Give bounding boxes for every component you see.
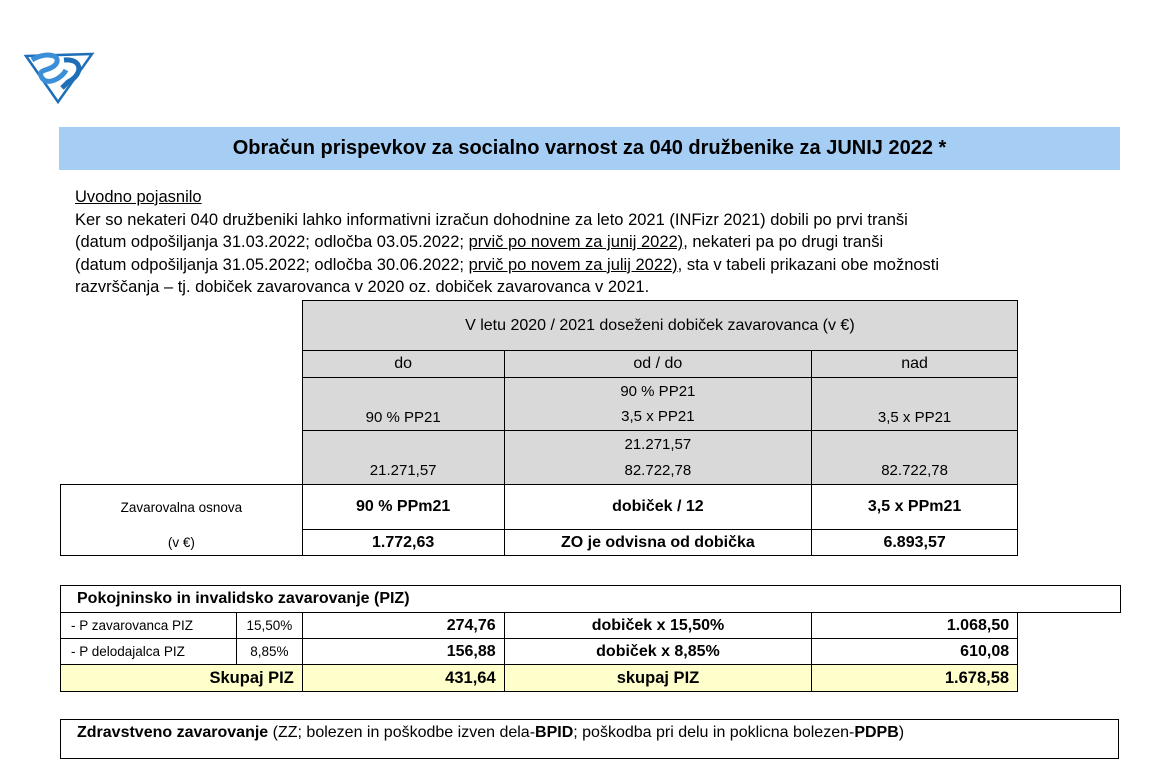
col-od-do: od / do [504, 351, 812, 378]
intro-line-4: razvrščanja – tj. dobiček zavarovanca v 2020 oz. dobiček zavarovanca v 2021. [75, 278, 650, 296]
pp-nad: 3,5 x PP21 [812, 378, 1018, 431]
intro-line-1: Ker so nekateri 040 družbeniki lahko informativni izračun dohodnine za leto 2021 (INFizr 2021) dobili po prvi tranši [75, 210, 908, 229]
col-do: do [302, 351, 504, 378]
pp-do: 90 % PP21 [302, 378, 504, 431]
zo-unit: (v €) [61, 530, 303, 556]
zz-heading: Zdravstveno zavarovanje (ZZ; bolezen in poškodbe izven dela-BPID; poškodba pri delu in poklicna bolezen-PDPB) [60, 719, 1119, 759]
pp-od: 90 % PP21 3,5 x PP21 [504, 378, 812, 431]
zo-nad-val: 6.893,57 [812, 530, 1018, 556]
piz-row-label: - P zavarovanca PIZ [61, 613, 237, 639]
piz-total-nad: 1.678,58 [812, 665, 1018, 692]
amt-od: 21.271,57 82.722,78 [504, 431, 812, 485]
profit-table [60, 300, 1018, 556]
zo-nad: 3,5 x PPm21 [812, 485, 1018, 530]
piz-total-do: 431,64 [302, 665, 504, 692]
piz-row-do: 274,76 [302, 613, 504, 639]
piz-row-rate: 8,85% [236, 639, 302, 665]
zo-label: Zavarovalna osnova [61, 485, 303, 530]
piz-row-od: dobiček x 15,50% [504, 613, 812, 639]
profit-header: V letu 2020 / 2021 doseženi dobiček zavarovanca (v €) [302, 301, 1017, 351]
company-logo [22, 48, 96, 104]
piz-row-nad: 1.068,50 [812, 613, 1018, 639]
amt-nad: 82.722,78 [812, 431, 1018, 485]
intro-line-3: (datum odpošiljanja 31.05.2022; odločba 30.06.2022; prvič po novem za julij 2022), sta v tabeli prikazani obe možnosti [75, 255, 940, 274]
piz-row-label: - P delodajalca PIZ [61, 639, 237, 665]
piz-row-rate: 15,50% [236, 613, 302, 639]
piz-table [60, 585, 1121, 692]
zo-do: 90 % PPm21 [302, 485, 504, 530]
piz-total-label: Skupaj PIZ [61, 665, 303, 692]
zo-do-val: 1.772,63 [302, 530, 504, 556]
intro-section [75, 186, 1115, 299]
piz-row-od: dobiček x 8,85% [504, 639, 812, 665]
zo-od-val: ZO je odvisna od dobička [504, 530, 812, 556]
amt-do: 21.271,57 [302, 431, 504, 485]
intro-line-2: (datum odpošiljanja 31.03.2022; odločba 03.05.2022; prvič po novem za junij 2022), nekateri pa po drugi tranši [75, 233, 884, 251]
piz-row-nad: 610,08 [812, 639, 1018, 665]
piz-total-od: skupaj PIZ [504, 665, 812, 692]
piz-row-do: 156,88 [302, 639, 504, 665]
intro-heading: Uvodno pojasnilo [75, 188, 202, 206]
zo-od: dobiček / 12 [504, 485, 812, 530]
page-title: Obračun prispevkov za socialno varnost za 040 družbenike za JUNIJ 2022 * [59, 127, 1120, 170]
col-nad: nad [812, 351, 1018, 378]
piz-heading: Pokojninsko in invalidsko zavarovanje (PIZ) [61, 586, 1121, 613]
